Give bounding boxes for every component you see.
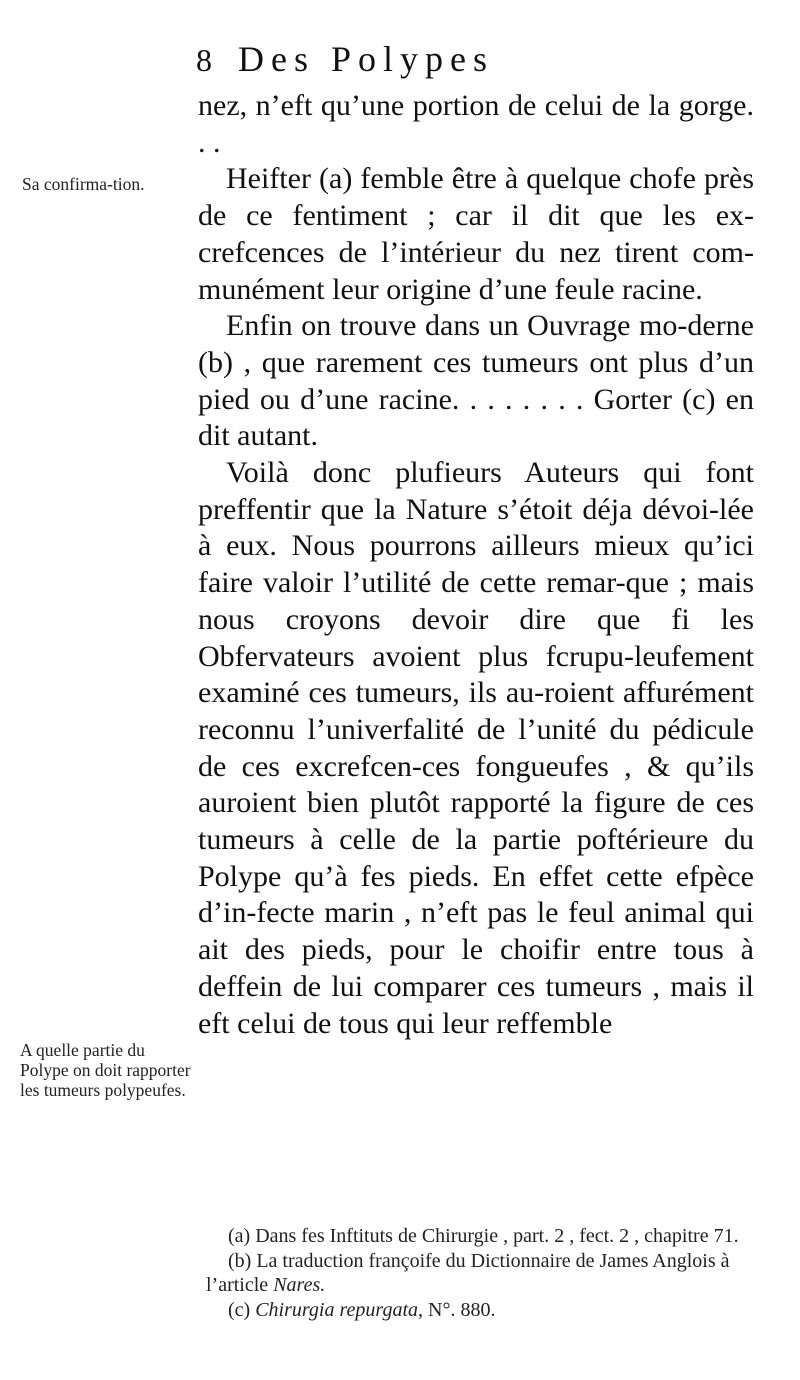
paragraph: Voilà donc plufieurs Auteurs qui font preffentir que la Nature s’étoit déja dévoi-lée à eux. Nous pourrons ailleurs mieux qu’ici faire valoir l’utilité de cette remar-que ; mais nous croyons devoir dire que fi les Obfervateurs avoient plus fcrupu-leufement examiné ces tumeurs, ils au-roient affurément reconnu l’univerfalité de l’unité du pédicule de ces excrefcen-ces fongueufes , & qu’ils auroient bien plutôt rapporté la figure de ces tumeurs à celle de la partie poftérieure du Polype qu’à fes pieds. En effet cette efpèce d’in-fecte marin , n’eft pas le feul animal qui ait des pieds, pour le choifir entre tous à deffein de lui comparer ces tumeurs , mais il eft celui de tous qui leur reffemble <box>198 456 754 1040</box>
footnotes <box>206 1224 766 1322</box>
footnote-b-term: Nares. <box>273 1274 326 1296</box>
paragraph: nez, n’eft qu’une portion de celui de la gorge. . . <box>198 89 754 159</box>
page-number: 8 <box>196 42 212 78</box>
margin-note-confirmation: Sa confirma-tion. <box>22 174 145 194</box>
footnote-b-text: (b) La traduction françoife du Dictionnaire de James Anglois à l’article <box>206 1249 730 1296</box>
paragraph: Heifter (a) femble être à quelque chofe près de ce fentiment ; car il dit que les ex-crefcences de l’intérieur du nez tirent com-munément leur origine d’une feule racine. <box>198 162 754 306</box>
page-header <box>196 38 656 88</box>
footnote-c-mark: (c) <box>228 1298 251 1321</box>
footnote-a: (a) Dans fes Inftituts de Chirurgie , part. 2 , fect. 2 , chapitre 71. <box>228 1225 739 1247</box>
footnote-c-title: Chirurgia repurgata <box>255 1298 418 1321</box>
footnote-c <box>206 1298 766 1323</box>
margin-note-polyp-part: A quelle partie du Polype on doit rapporter les tumeurs polypeufes. <box>20 1040 191 1100</box>
footnote-c-number: , N°. 880. <box>418 1298 496 1321</box>
main-text <box>198 88 754 1042</box>
running-title: Des Polypes <box>238 39 494 79</box>
paragraph: Enfin on trouve dans un Ouvrage mo-derne (b) , que rarement ces tumeurs ont plus d’un pied ou d’une racine. . . . . . . . Gorter (c) en dit autant. <box>198 309 754 453</box>
footnote-b <box>206 1249 766 1298</box>
